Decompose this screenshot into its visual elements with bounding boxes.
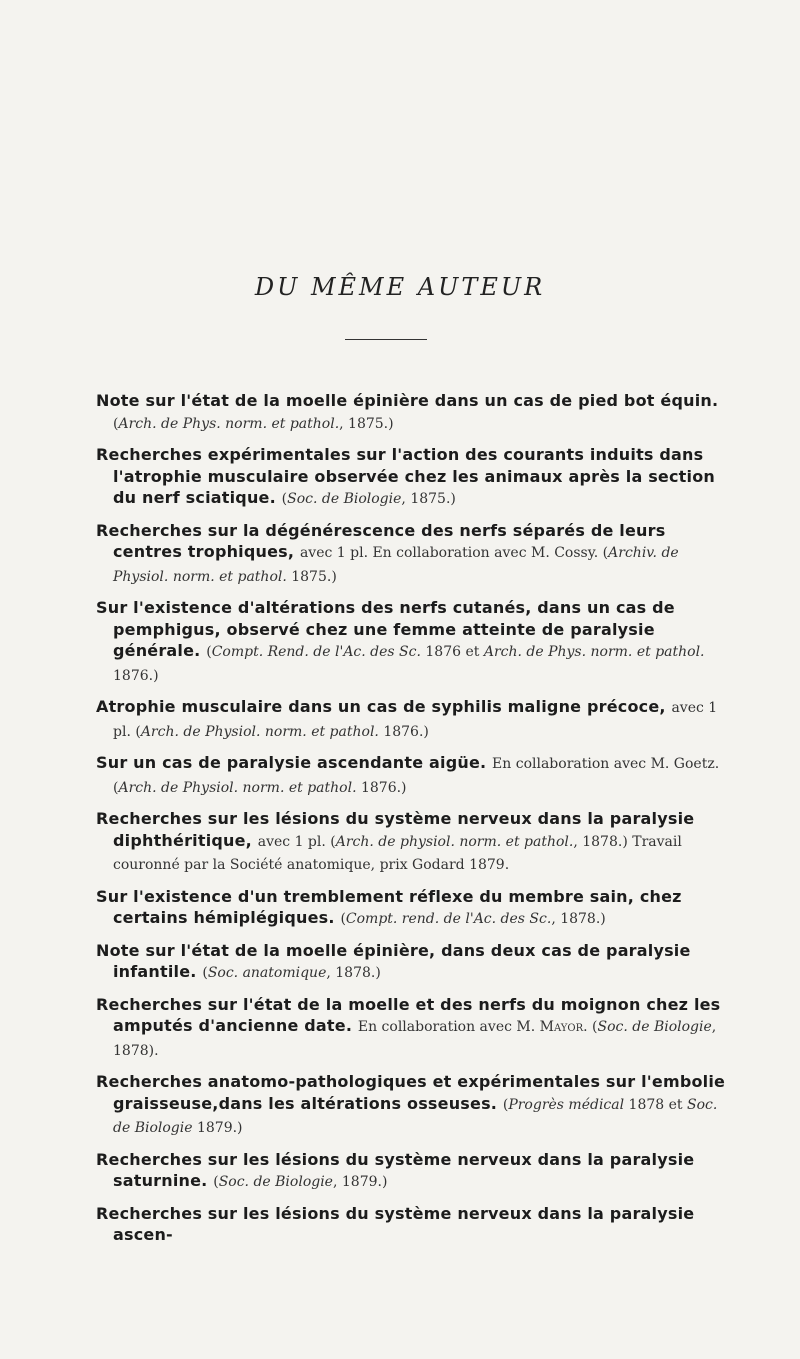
entry-text: 1875.) <box>286 568 337 585</box>
bibliography-entry <box>96 444 726 511</box>
bibliography-entry <box>96 520 726 589</box>
bibliography-entry <box>96 886 726 931</box>
entry-text: , 1875.) <box>339 415 394 432</box>
entry-title: Recherches sur les lésions du système nerveux dans la paralysie ascen- <box>96 1203 695 1244</box>
entry-citation: Arch. de Physiol. norm. et pathol. <box>140 723 379 740</box>
page-title: DU MÊME AUTEUR <box>254 273 546 301</box>
entry-text: ( <box>281 491 288 507</box>
entry-text: ( <box>202 965 208 981</box>
entry-citation: Arch. de Phys. norm. et pathol. <box>118 415 340 432</box>
entry-text: avec 1 pl. ( <box>257 833 336 850</box>
entry-text: , 1878). <box>113 1019 717 1059</box>
bibliography-entry <box>96 1071 726 1140</box>
bibliography-entry <box>96 1149 726 1194</box>
entry-text: 1876.) <box>378 723 429 740</box>
entry-text: ( <box>340 911 346 927</box>
entry-text: . ( <box>583 1019 598 1035</box>
entry-text: , 1878.) <box>551 911 606 927</box>
entry-text: 1878 et <box>624 1096 687 1113</box>
entry-title: Recherches sur la dégénérescence des nerfs séparés de leurs centres trophiques, <box>96 520 666 561</box>
bibliography-entry <box>96 994 726 1063</box>
entry-citation: Compt. rend. de l'Ac. des Sc. <box>345 911 552 927</box>
bibliography-entry <box>96 597 726 687</box>
entry-title: Sur un cas de paralysie ascendante aigüe. <box>96 753 493 772</box>
entry-title: Note sur l'état de la moelle épinière dans un cas de pied bot équin. <box>96 391 719 410</box>
entry-text: , 1879.) <box>332 1174 388 1190</box>
entry-text: 1876 et <box>420 644 484 660</box>
bibliography-list <box>96 390 726 1255</box>
entry-citation: Compt. Rend. de l'Ac. des Sc. <box>211 644 421 660</box>
entry-citation: Arch. de Physiol. norm. et pathol. <box>118 779 357 796</box>
entry-text: 1876.) <box>356 779 407 796</box>
entry-title: Recherches sur l'état de la moelle et des nerfs du moignon chez les amputés d'ancienne date. <box>96 994 721 1035</box>
bibliography-entry <box>96 1203 726 1246</box>
entry-citation: Soc. anatomique <box>207 965 327 981</box>
entry-text: ( <box>213 1174 219 1190</box>
entry-name: Mayor <box>539 1019 584 1035</box>
entry-citation: Archiv. de Physiol. norm. et pathol. <box>113 545 679 585</box>
entry-text: 1879.) <box>192 1120 243 1136</box>
entry-citation: Soc. de Biologie <box>113 1096 718 1136</box>
entry-text: avec 1 pl. En collaboration avec M. Cossy. ( <box>299 545 609 561</box>
entry-title: Recherches anatomo-pathologiques et expérimentales sur l'embolie graisseuse,dans les altérations osseuses. <box>96 1072 726 1113</box>
entry-title: Atrophie musculaire dans un cas de syphilis maligne précoce, <box>96 697 672 716</box>
entry-text: 1876.) <box>113 667 159 684</box>
entry-text: En collaboration avec M. <box>357 1019 540 1035</box>
entry-citation: Arch. de Phys. norm. et pathol. <box>483 644 705 660</box>
bibliography-entry <box>96 808 726 877</box>
entry-text: ( <box>113 415 119 432</box>
entry-text: ( <box>206 644 212 660</box>
bibliography-entry <box>96 390 726 435</box>
entry-title: Recherches sur les lésions du système nerveux dans la paralysie saturnine. <box>96 1149 695 1190</box>
entry-title: Recherches expérimentales sur l'action des courants induits dans l'atrophie musculaire observée chez les animaux après la section du nerf sciatique. <box>96 445 715 507</box>
entry-title: Sur l'existence d'altérations des nerfs cutanés, dans un cas de pemphigus, observé chez une femme atteinte de paralysie générale. <box>96 598 675 660</box>
entry-text: En collaboration avec M. Goetz. ( <box>113 756 720 796</box>
entry-text: , 1878.) <box>326 965 381 981</box>
entry-text: , 1875.) <box>401 491 456 507</box>
entry-citation: Soc. de Biologie <box>218 1174 333 1190</box>
bibliography-entry <box>96 696 726 743</box>
entry-title: Recherches sur les lésions du système nerveux dans la paralysie diphthéritique, <box>96 809 695 850</box>
entry-text: , 1878.) Travail couronné par la Société anatomique, prix Godard 1879. <box>113 833 682 873</box>
entry-citation: Soc. de Biologie <box>287 491 402 507</box>
entry-title: Sur l'existence d'un tremblement réflexe du membre sain, chez certains hémiplégiques. <box>96 886 682 927</box>
entry-citation: Progrès médical <box>508 1096 625 1113</box>
title-divider <box>345 339 427 340</box>
bibliography-entry <box>96 940 726 985</box>
entry-text: ( <box>502 1096 509 1113</box>
bibliography-entry <box>96 752 726 799</box>
entry-text: avec 1 pl. ( <box>113 700 718 740</box>
entry-citation: Soc. de Biologie <box>597 1019 712 1035</box>
entry-title: Note sur l'état de la moelle épinière, dans deux cas de paralysie infantile. <box>96 940 691 981</box>
entry-citation: Arch. de physiol. norm. et pathol. <box>335 833 574 850</box>
